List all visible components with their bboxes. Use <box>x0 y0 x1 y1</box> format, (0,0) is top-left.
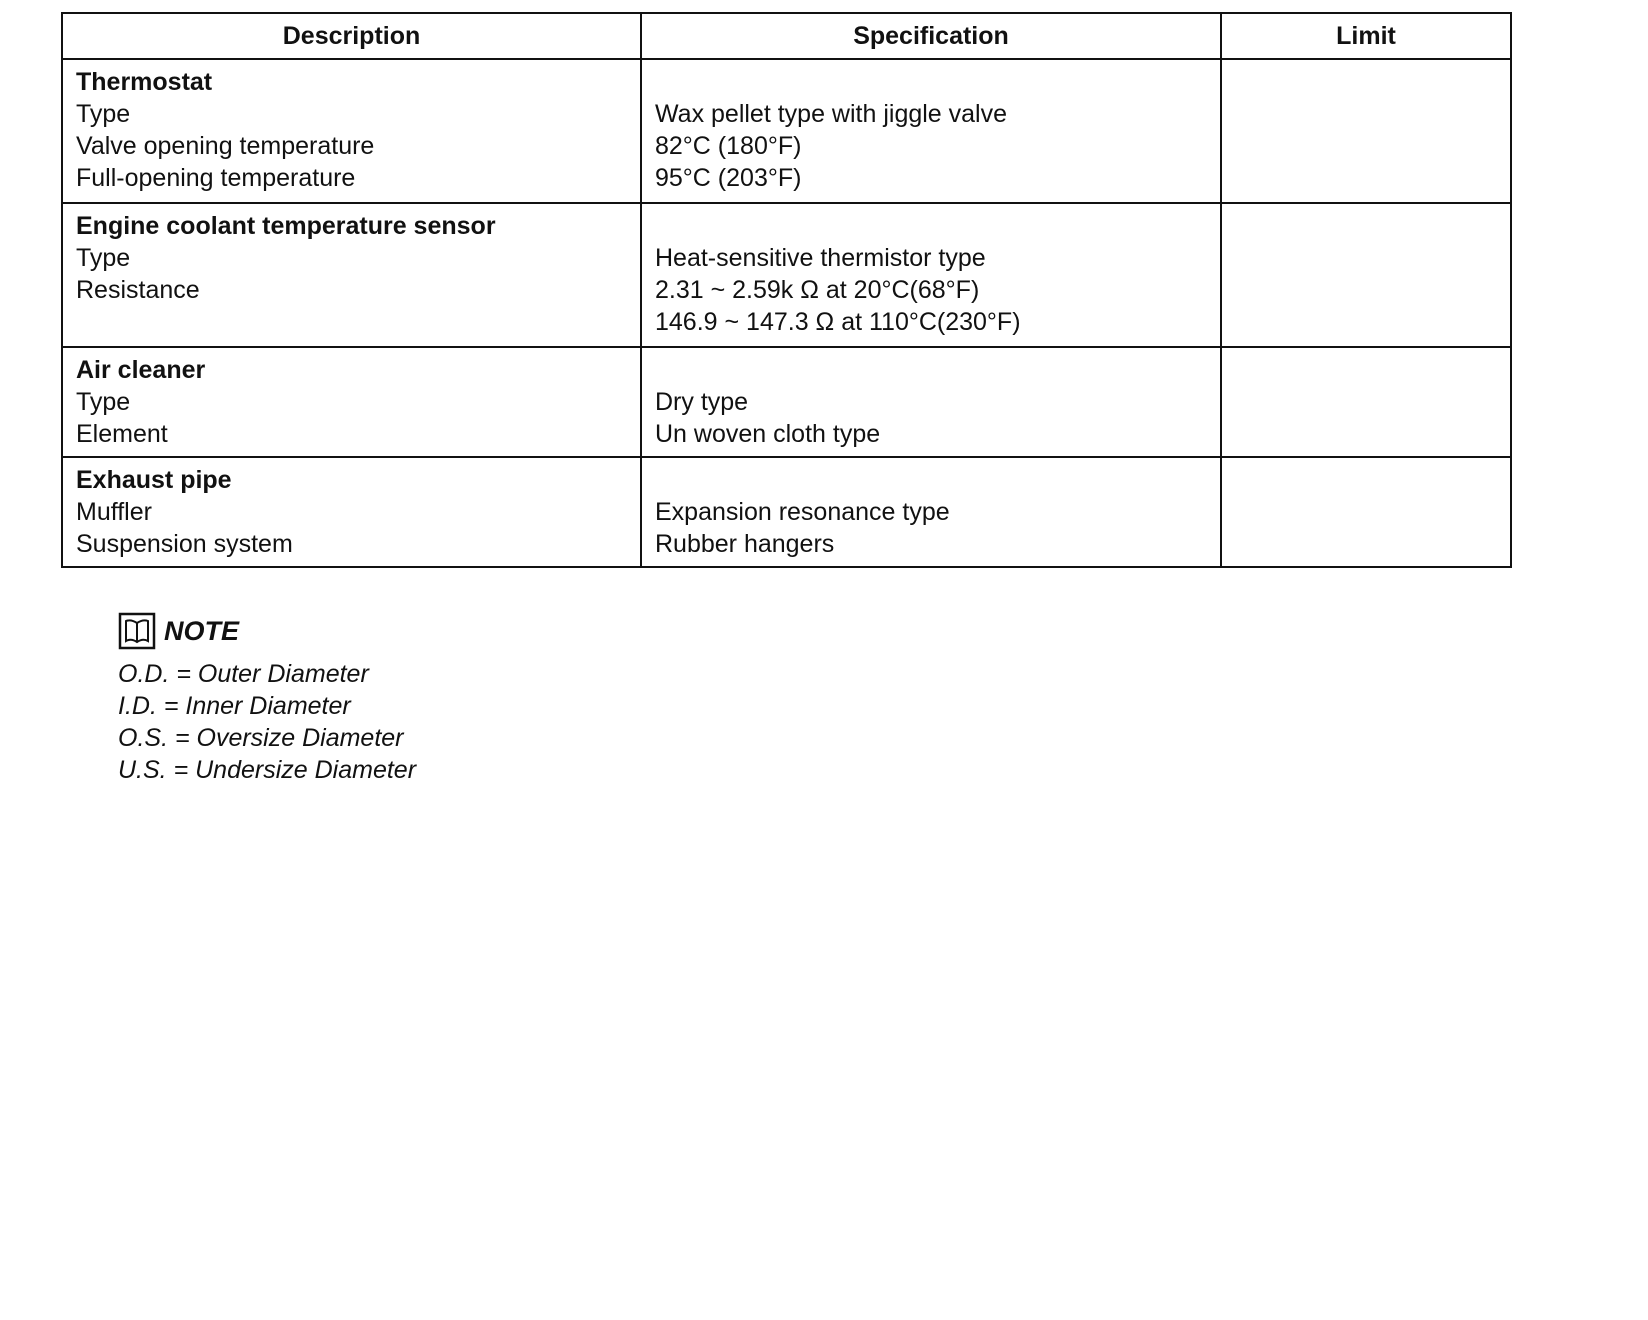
note-line: O.S. = Oversize Diameter <box>118 724 404 752</box>
description-cell <box>62 59 641 203</box>
note-line: O.D. = Outer Diameter <box>118 660 369 688</box>
group-title-coolant-sensor: Engine coolant temperature sensor <box>76 212 496 240</box>
table-row <box>62 59 1511 203</box>
note-header <box>118 612 416 650</box>
spec-value: 95°C (203°F) <box>655 164 802 192</box>
limit-cell <box>1221 59 1511 203</box>
spec-value: 82°C (180°F) <box>655 132 802 160</box>
item-label: Valve opening temperature <box>76 132 375 160</box>
header-limit: Limit <box>1221 13 1511 59</box>
item-label: Type <box>76 244 131 272</box>
spec-value: 146.9 ~ 147.3 Ω at 110°C(230°F) <box>655 308 1021 336</box>
specification-cell <box>641 457 1221 567</box>
item-label: Type <box>76 388 131 416</box>
table-header-row <box>62 13 1511 59</box>
table-row <box>62 347 1511 457</box>
book-icon <box>118 612 156 650</box>
spec-value: Un woven cloth type <box>655 420 881 448</box>
item-label: Element <box>76 420 168 448</box>
note-block <box>118 612 416 786</box>
spec-value: 2.31 ~ 2.59k Ω at 20°C(68°F) <box>655 276 980 304</box>
description-cell <box>62 457 641 567</box>
description-cell <box>62 203 641 347</box>
group-title-thermostat: Thermostat <box>76 68 213 96</box>
spec-value: Rubber hangers <box>655 530 835 558</box>
group-title-air-cleaner: Air cleaner <box>76 356 206 384</box>
item-label: Muffler <box>76 498 152 526</box>
header-specification: Specification <box>641 13 1221 59</box>
group-title-exhaust-pipe: Exhaust pipe <box>76 466 232 494</box>
item-label: Resistance <box>76 276 200 304</box>
note-line: U.S. = Undersize Diameter <box>118 756 417 784</box>
header-description: Description <box>62 13 641 59</box>
limit-cell <box>1221 457 1511 567</box>
table-row <box>62 457 1511 567</box>
specification-cell <box>641 347 1221 457</box>
spec-value: Dry type <box>655 388 749 416</box>
note-title: NOTE <box>164 616 240 646</box>
note-line: I.D. = Inner Diameter <box>118 692 351 720</box>
specification-cell <box>641 203 1221 347</box>
item-label: Type <box>76 100 131 128</box>
spec-value: Expansion resonance type <box>655 498 950 526</box>
description-cell <box>62 347 641 457</box>
spec-value: Wax pellet type with jiggle valve <box>655 100 1008 128</box>
spec-value: Heat-sensitive thermistor type <box>655 244 986 272</box>
item-label: Full-opening temperature <box>76 164 356 192</box>
specification-cell <box>641 59 1221 203</box>
limit-cell <box>1221 347 1511 457</box>
limit-cell <box>1221 203 1511 347</box>
specification-table <box>61 12 1512 568</box>
item-label: Suspension system <box>76 530 293 558</box>
table-row <box>62 203 1511 347</box>
